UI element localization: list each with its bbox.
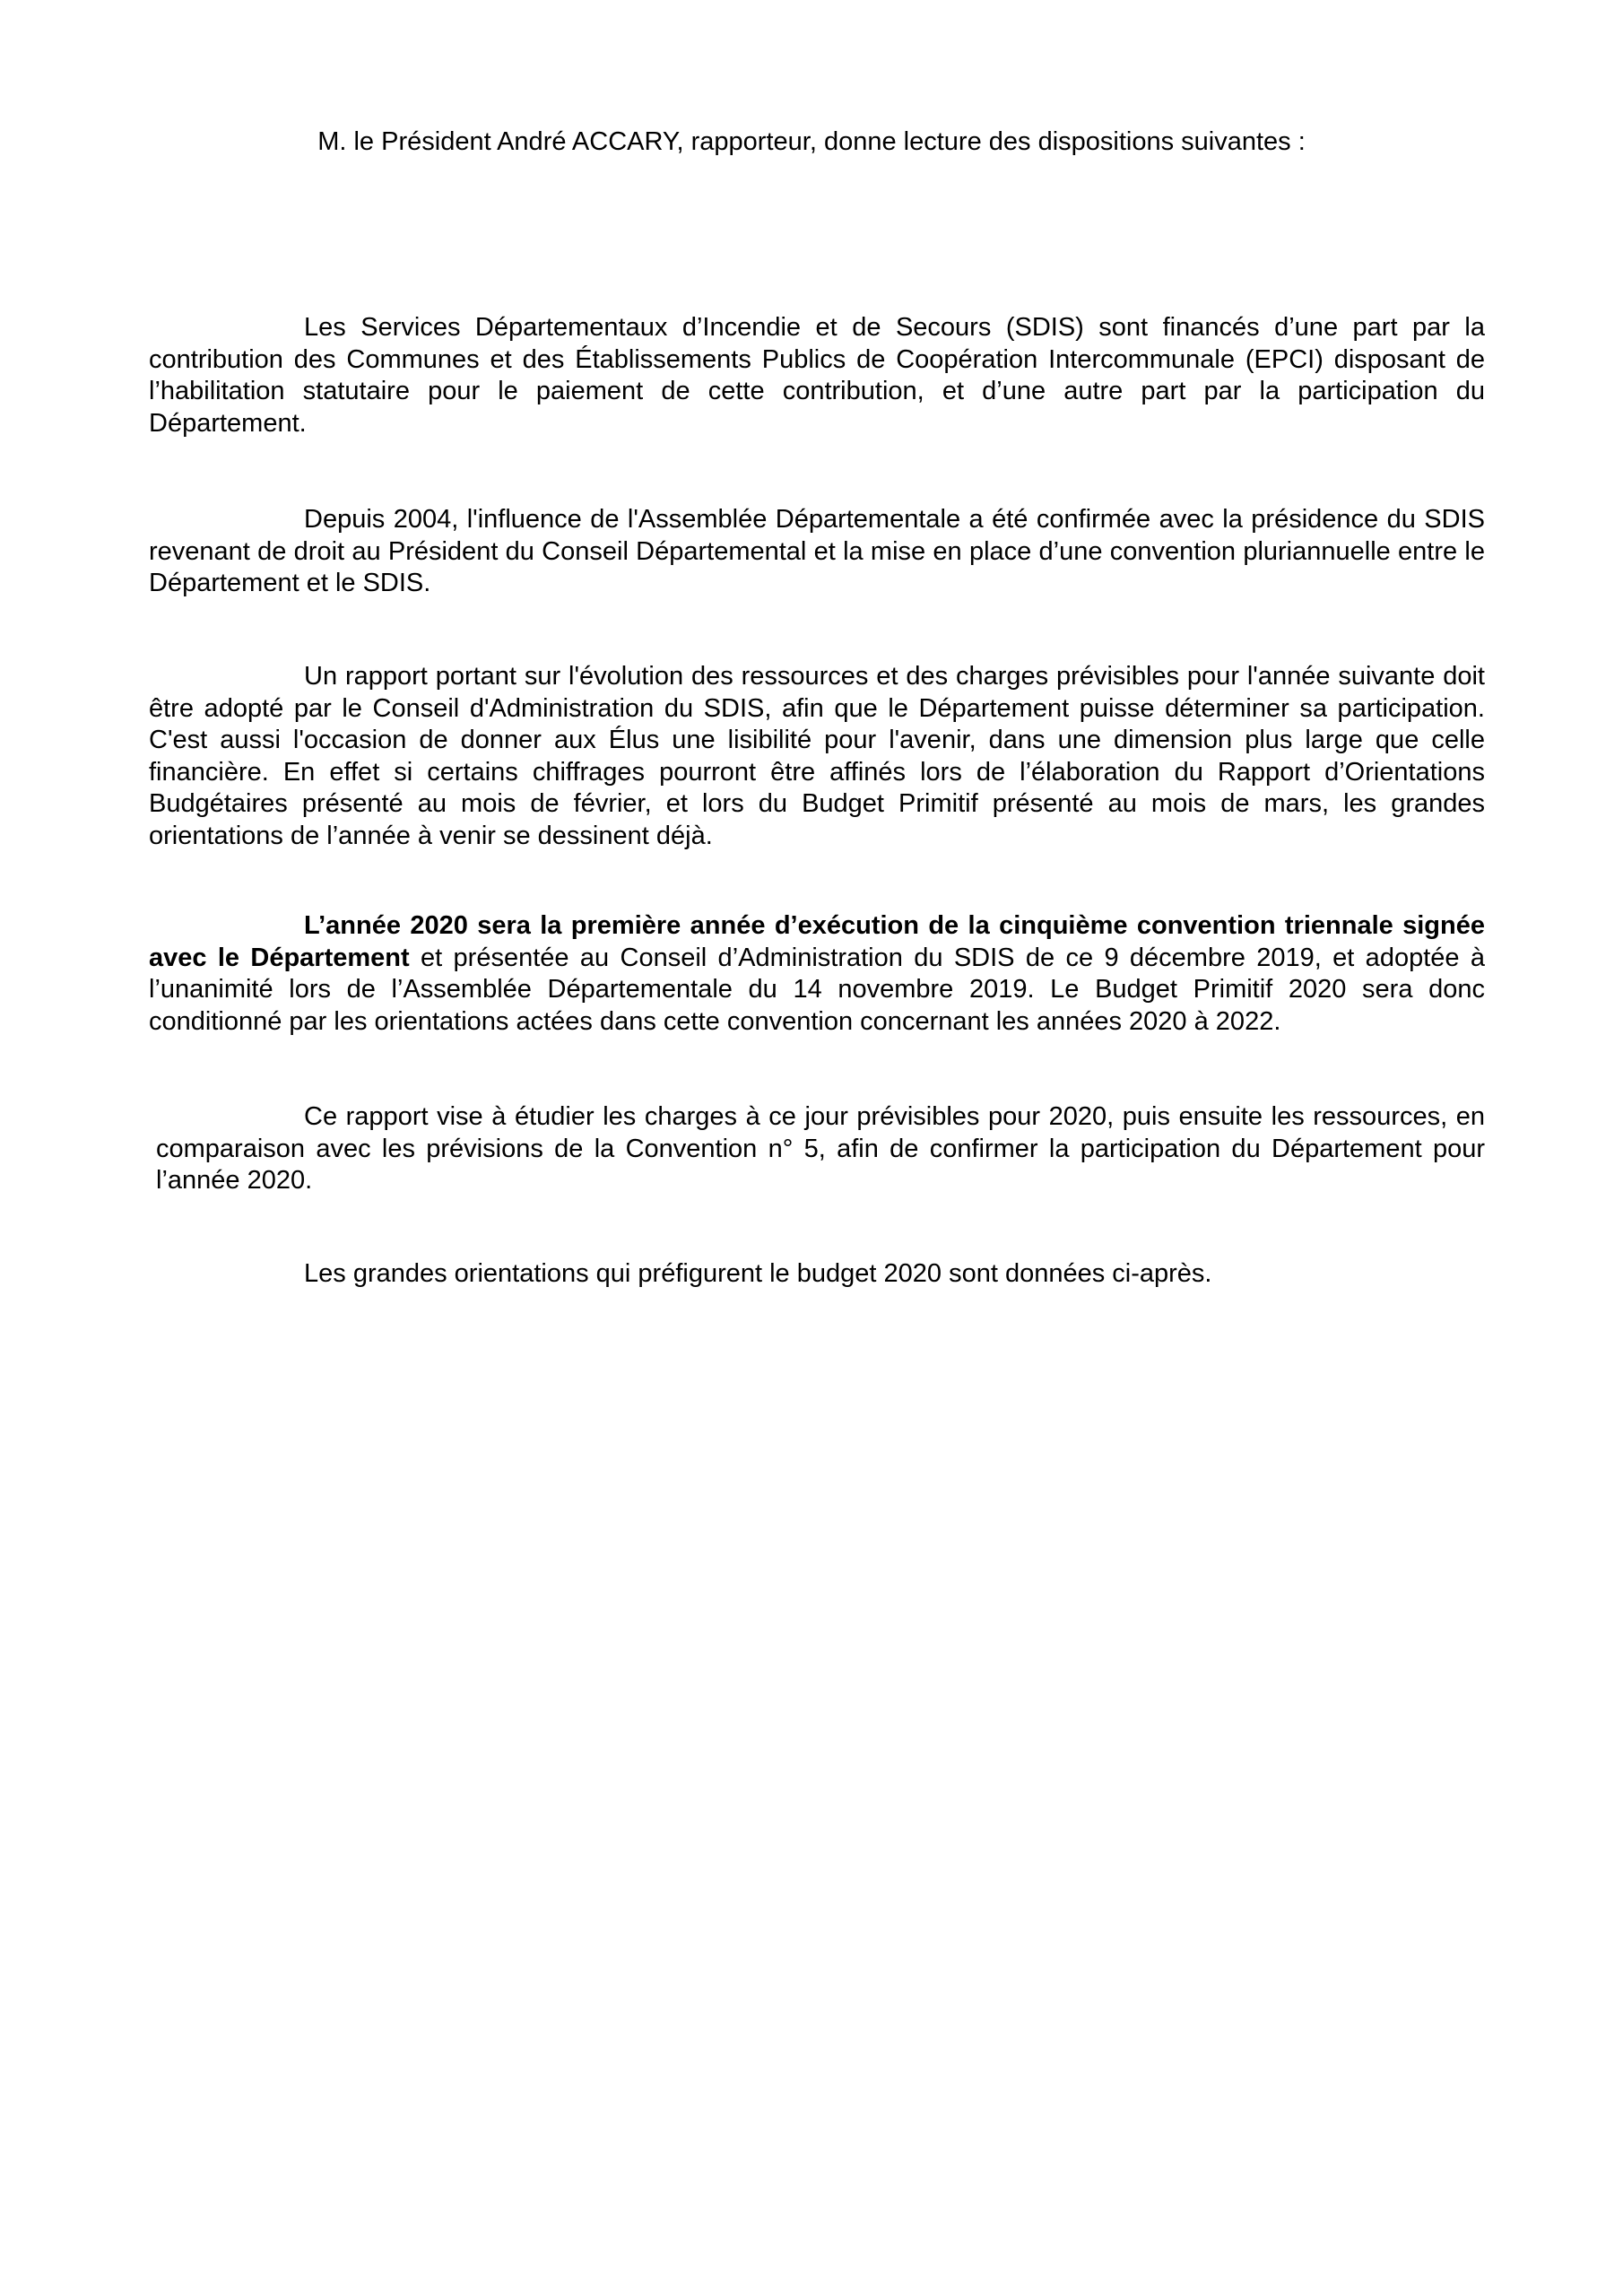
intro-line: M. le Président André ACCARY, rapporteur, donne lecture des dispositions suivantes :	[317, 127, 1306, 156]
paragraph-convention-2020-rest: et présentée au Conseil d’Administration du SDIS de ce 9 décembre 2019, et adoptée à l’unanimité lors de l’Assemblée Départementale du 14 novembre 2019. Le Budget Primitif 2020 sera donc conditionné par les orientations actées dans cette convention concernant les années 2020 à 2022.	[149, 943, 1485, 1036]
paragraph-financing: Les Services Départementaux d’Incendie et de Secours (SDIS) sont financés d’une part par la contribution des Communes et des Établissements Publics de Coopération Intercommunale (EPCI) disposant de l’habilitation statutaire pour le paiement de cette contribution, et d’une autre part par la participation du Département.	[149, 313, 1485, 438]
paragraph-annual-report: Un rapport portant sur l'évolution des ressources et des charges prévisibles pour l'année suivante doit être adopté par le Conseil d'Administration du SDIS, afin que le Département puisse déterminer sa participation. C'est aussi l'occasion de donner aux Élus une lisibilité pour l'avenir, dans une dimension plus large que celle financière. En effet si certains chiffrages pourront être affinés lors de l’élaboration du Rapport d’Orientations Budgétaires présenté au mois de février, et lors du Budget Primitif présenté au mois de mars, les grandes orientations de l’année à venir se dessinent déjà.	[149, 662, 1485, 850]
paragraph-orientations: Les grandes orientations qui préfigurent le budget 2020 sont données ci-après.	[304, 1259, 1212, 1288]
paragraph-report-purpose: Ce rapport vise à étudier les charges à ce jour prévisibles pour 2020, puis ensuite les ressources, en comparaison avec les prévisions de la Convention n° 5, afin de confirmer la participation du Département pour l’année 2020.	[156, 1102, 1485, 1195]
paragraph-convention-2020-bold: L’année 2020 sera la première année d’exécution de la cinquième convention triennale signée avec le Département	[149, 911, 1485, 972]
paragraph-convention-2020	[149, 910, 1485, 1038]
paragraph-assembly-influence: Depuis 2004, l'influence de l'Assemblée Départementale a été confirmée avec la présidence du SDIS revenant de droit au Président du Conseil Départemental et la mise en place d’une convention pluriannuelle entre le Département et le SDIS.	[149, 505, 1485, 597]
